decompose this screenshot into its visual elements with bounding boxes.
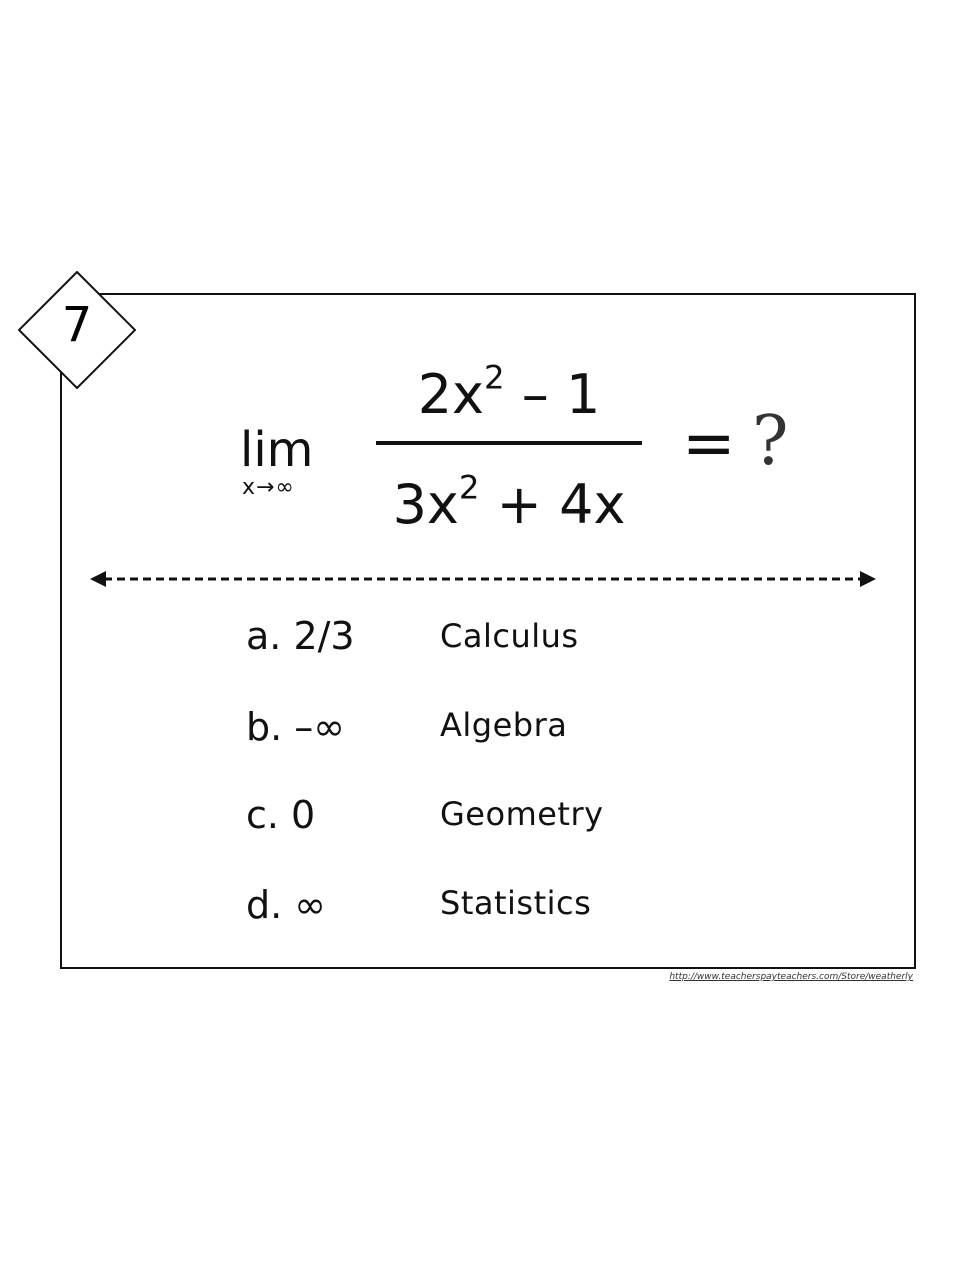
option-c[interactable]: c. 0 <box>246 793 316 837</box>
dashed-arrow-divider <box>90 568 876 590</box>
option-d[interactable]: d. ∞ <box>246 883 326 927</box>
option-b-tag: Algebra <box>440 706 568 744</box>
option-d-tag: Statistics <box>440 884 592 922</box>
denominator-lead: 3x <box>392 473 459 536</box>
question-mark: ? <box>752 402 789 481</box>
fraction-numerator <box>376 358 642 428</box>
question-number: 7 <box>61 297 93 353</box>
left-arrowhead-icon <box>90 571 106 587</box>
right-arrowhead-icon <box>860 571 876 587</box>
credit-link[interactable]: http://www.teacherspayteachers.com/Store/weatherly <box>669 972 913 982</box>
option-c-tag: Geometry <box>440 795 604 833</box>
numerator-exponent: 2 <box>484 358 505 397</box>
limit-subscript: x→∞ <box>242 475 295 500</box>
fraction-bar <box>376 441 642 445</box>
limit-operator: lim <box>240 422 314 478</box>
question-number-badge <box>18 271 136 389</box>
fraction-denominator <box>376 468 642 538</box>
numerator-lead: 2x <box>417 363 485 426</box>
option-a-tag: Calculus <box>440 617 579 655</box>
denominator-exponent: 2 <box>458 468 480 507</box>
equals-sign: = <box>682 407 736 481</box>
numerator-rest: – 1 <box>504 363 601 426</box>
option-a[interactable]: a. 2/3 <box>246 614 355 658</box>
denominator-rest: + 4x <box>479 473 626 536</box>
option-b[interactable]: b. –∞ <box>246 705 345 749</box>
